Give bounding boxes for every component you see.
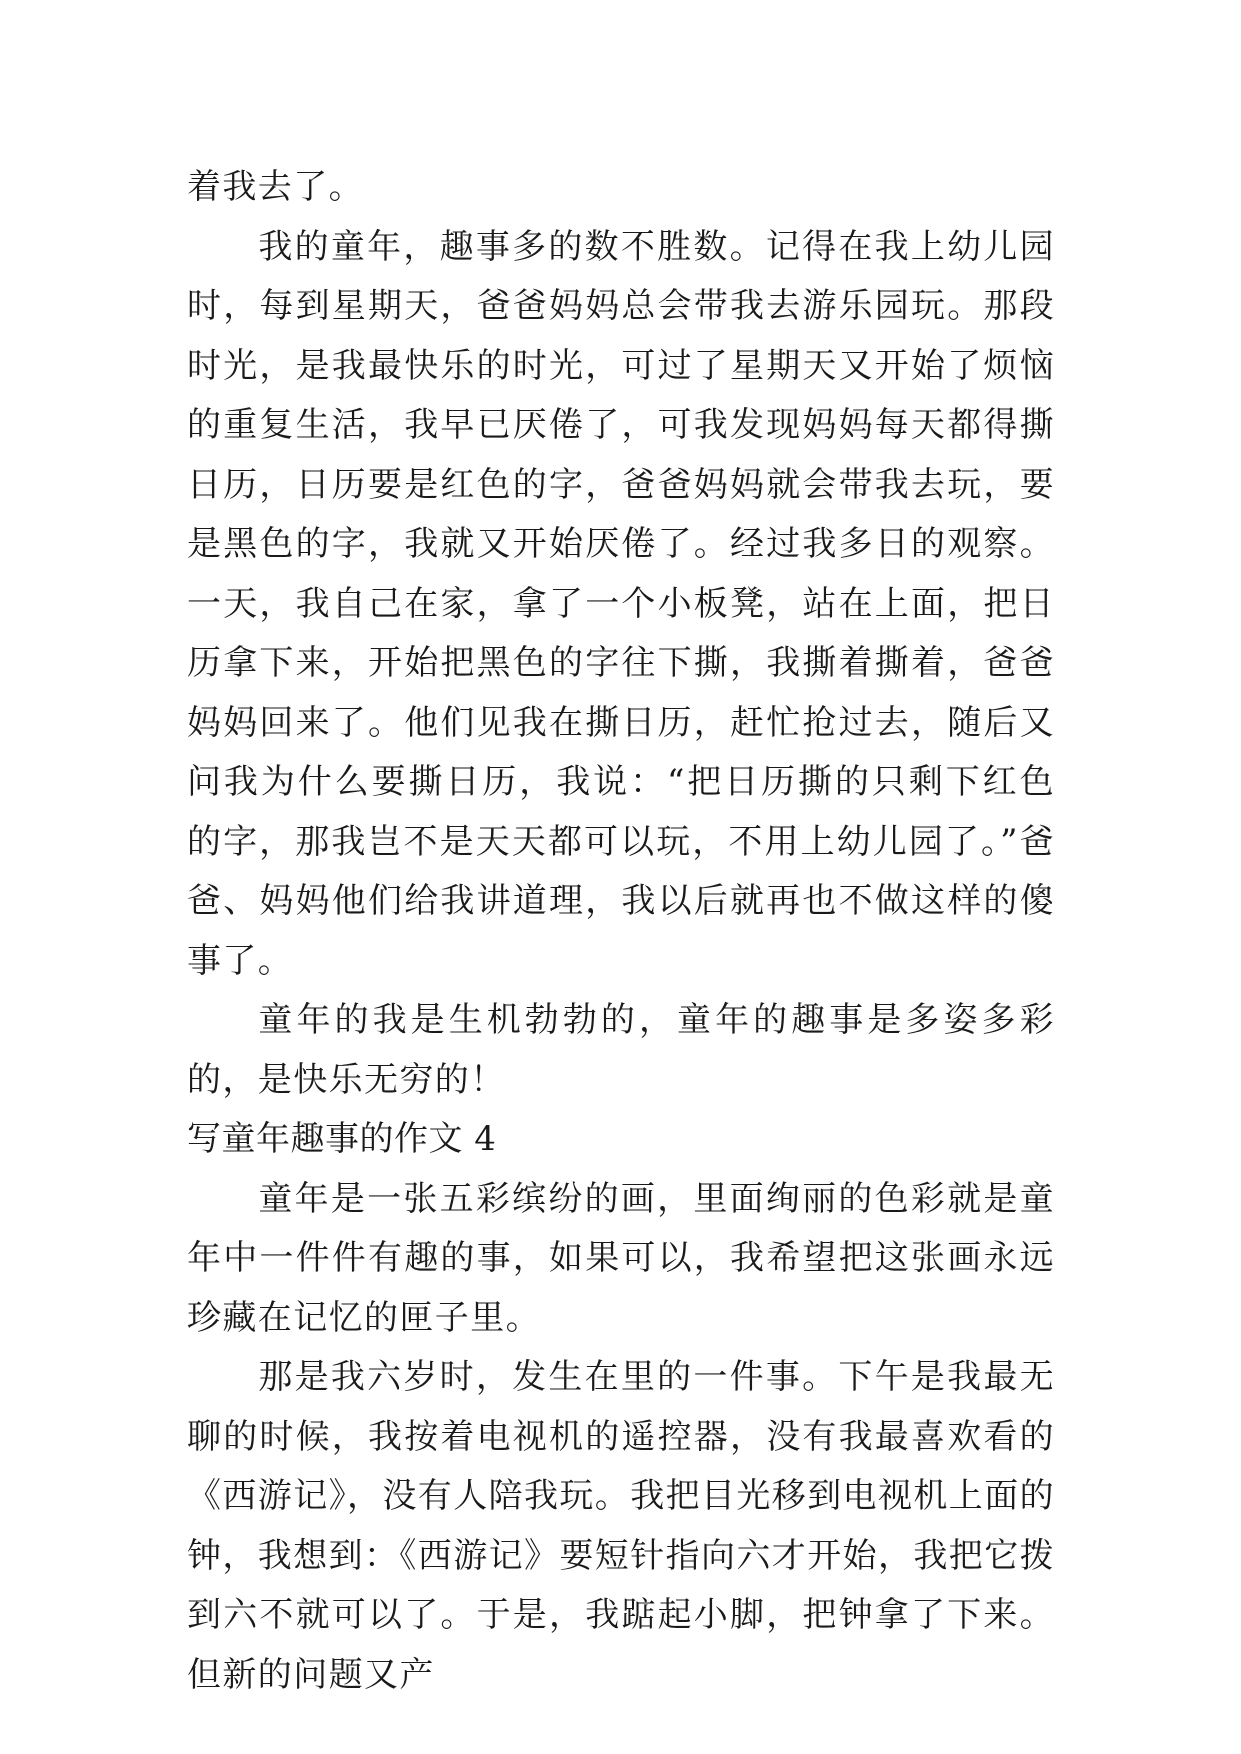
paragraph-continuation: 着我去了。 — [187, 167, 364, 207]
essay-heading: 写童年趣事的作文 4 — [187, 1119, 497, 1159]
paragraph-calendar-story: 我的童年，趣事多的数不胜数。记得在我上幼儿园时，每到星期天，爸爸妈妈总会带我去游乐园玩。那段时光，是我最快乐的时光，可过了星期天又开始了烦恼的重复生活，我早已厌倦了，可我发现妈妈每天都得撕日历，日历要是红色的字，爸爸妈妈就会带我去玩，要是黑色的字，我就又开始厌倦了。经过我多日的观察。一天，我自己在家，拿了一个小板凳，站在上面，把日历拿下来，开始把黑色的字往下撕，我撕着撕着，爸爸妈妈回来了。他们见我在撕日历，赶忙抢过去，随后又问我为什么要撕日历，我说：“把日历撕的只剩下红色的字，那我岂不是天天都可以玩，不用上幼儿园了。”爸爸、妈妈他们给我讲道理，我以后就再也不做这样的傻事了。 — [187, 226, 1055, 981]
paragraph-conclusion: 童年的我是生机勃勃的，童年的趣事是多姿多彩的，是快乐无穷的！ — [187, 1000, 1055, 1100]
document-body — [187, 158, 1055, 1705]
paragraph-clock-story: 那是我六岁时，发生在里的一件事。下午是我最无聊的时候，我按着电视机的遥控器，没有我最喜欢看的《西游记》，没有人陪我玩。我把目光移到电视机上面的钟，我想到：《西游记》要短针指向六才开始，我把它拨到六不就可以了。于是，我踮起小脚，把钟拿了下来。但新的问题又产 — [187, 1357, 1055, 1695]
paragraph-childhood-painting: 童年是一张五彩缤纷的画，里面绚丽的色彩就是童年中一件件有趣的事，如果可以，我希望把这张画永远珍藏在记忆的匣子里。 — [187, 1178, 1055, 1338]
